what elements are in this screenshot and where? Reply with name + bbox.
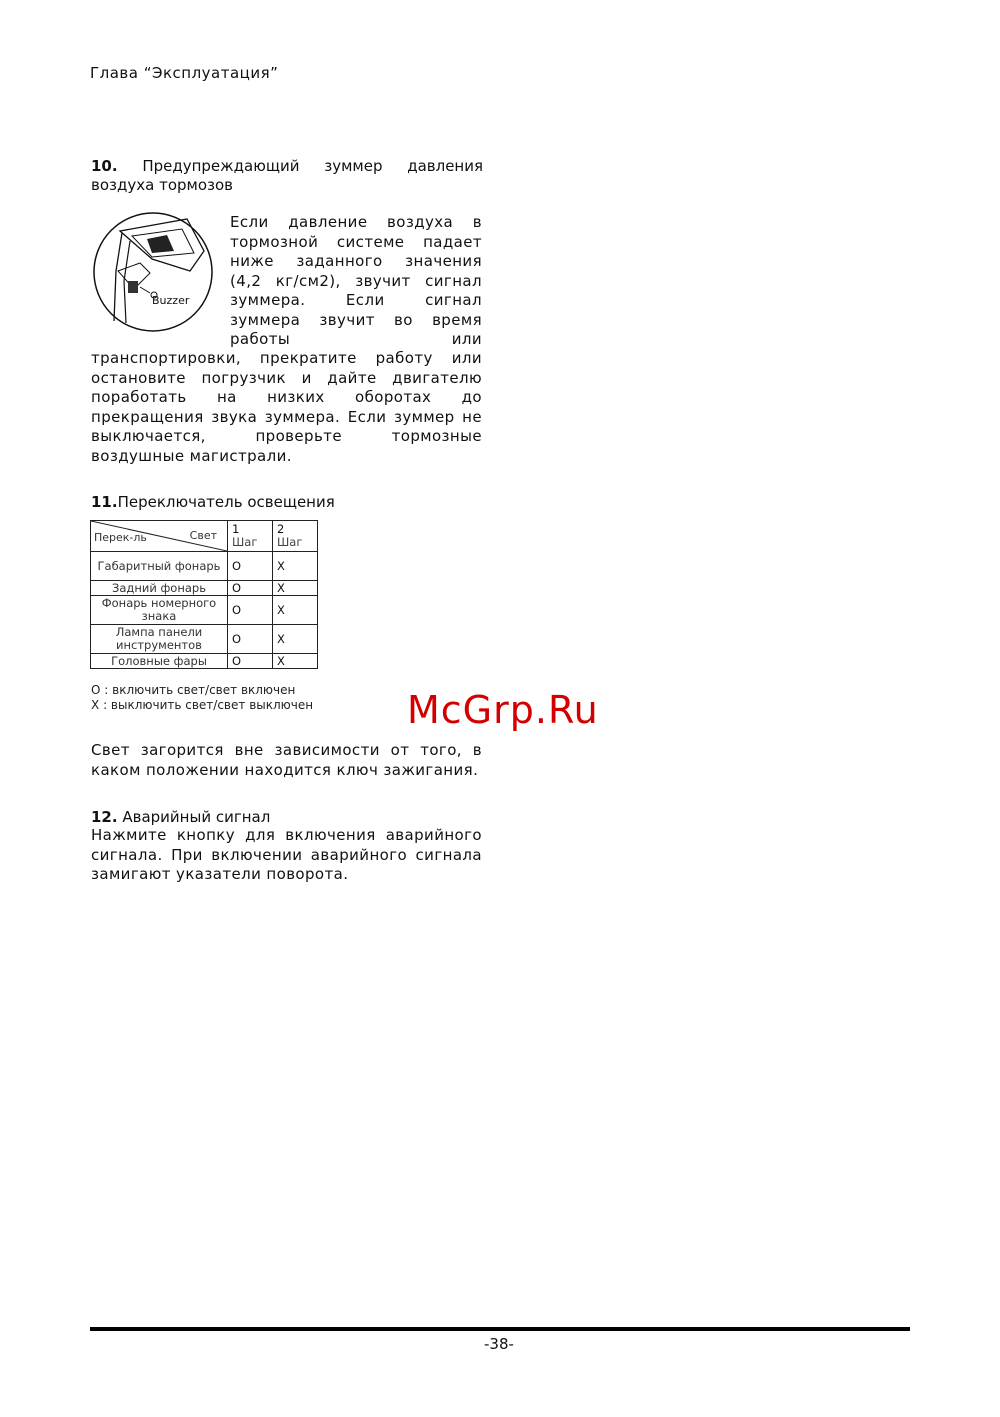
section-10-title-line2: воздуха тормозов [91,176,234,194]
buzzer-figure [92,211,214,333]
table-header-row [91,521,318,552]
table-row [91,596,318,625]
table-header-diagonal [91,521,228,552]
section-10-number: 10. [91,157,118,175]
table-row [91,581,318,596]
section-11-heading [91,493,335,511]
page-number: -38- [484,1335,514,1353]
section-10-heading [91,157,483,195]
legend-off [91,698,313,712]
row-name: Лампа панели инструментов [91,625,228,654]
legend-on-text: : включить свет/свет включен [104,683,296,697]
legend-off-text: : выключить свет/свет выключен [103,698,314,712]
legend-on [91,683,295,697]
row-step1: O [228,596,273,625]
row-step1: O [228,552,273,581]
section-12-heading [91,808,270,826]
section-12-title: Аварийный сигнал [122,808,271,826]
row-name: Габаритный фонарь [91,552,228,581]
table-row [91,552,318,581]
row-step1: O [228,654,273,669]
header-light: Свет [189,529,217,542]
legend-off-symbol: X [91,698,100,712]
header-step1 [228,521,273,552]
legend-on-symbol: O [91,683,101,697]
watermark: McGrp.Ru [407,688,599,732]
section-10-text-full: транспортировки, прекратите работу или остановите погрузчик и дайте двигателю поработать на низких оборотах до прекращения звука зуммера. Если зуммер не выключается, проверьте тормозные воздушные магистрали. [91,349,482,465]
light-switch-table [90,520,318,669]
section-10-text-right: Если давление воздуха в тормозной системе падает ниже заданного значения (4,2 кг/см2), звучит сигнал зуммера. Если сигнал зуммера звучит во время работы или [230,213,482,348]
row-step2: X [273,625,318,654]
step2-number: 2 [277,522,285,536]
section-10-title-line1: Предупреждающий зуммер давления [142,157,483,175]
row-step2: X [273,654,318,669]
section-11-note: Свет загорится вне зависимости от того, в каком положении находится ключ зажигания. [91,741,482,779]
step1-label: Шаг [232,535,258,549]
section-12-number: 12. [91,808,118,826]
table-row [91,625,318,654]
header-switch: Перек-ль [94,531,147,544]
table-row [91,654,318,669]
row-step2: X [273,581,318,596]
row-name: Фонарь номерного знака [91,596,228,625]
step2-label: Шаг [277,535,303,549]
row-step2: X [273,596,318,625]
row-step1: O [228,581,273,596]
row-name: Головные фары [91,654,228,669]
row-name: Задний фонарь [91,581,228,596]
buzzer-label: Buzzer [152,294,190,307]
chapter-header: Глава “Эксплуатация” [90,64,279,82]
header-step2 [273,521,318,552]
row-step2: X [273,552,318,581]
step1-number: 1 [232,522,240,536]
section-11-number: 11. [91,493,118,511]
section-12-text: Нажмите кнопку для включения аварийного сигнала. При включении аварийного сигнала замигают указатели поворота. [91,826,482,883]
section-11-title: Переключатель освещения [117,493,335,511]
row-step1: O [228,625,273,654]
footer-divider [90,1327,910,1331]
